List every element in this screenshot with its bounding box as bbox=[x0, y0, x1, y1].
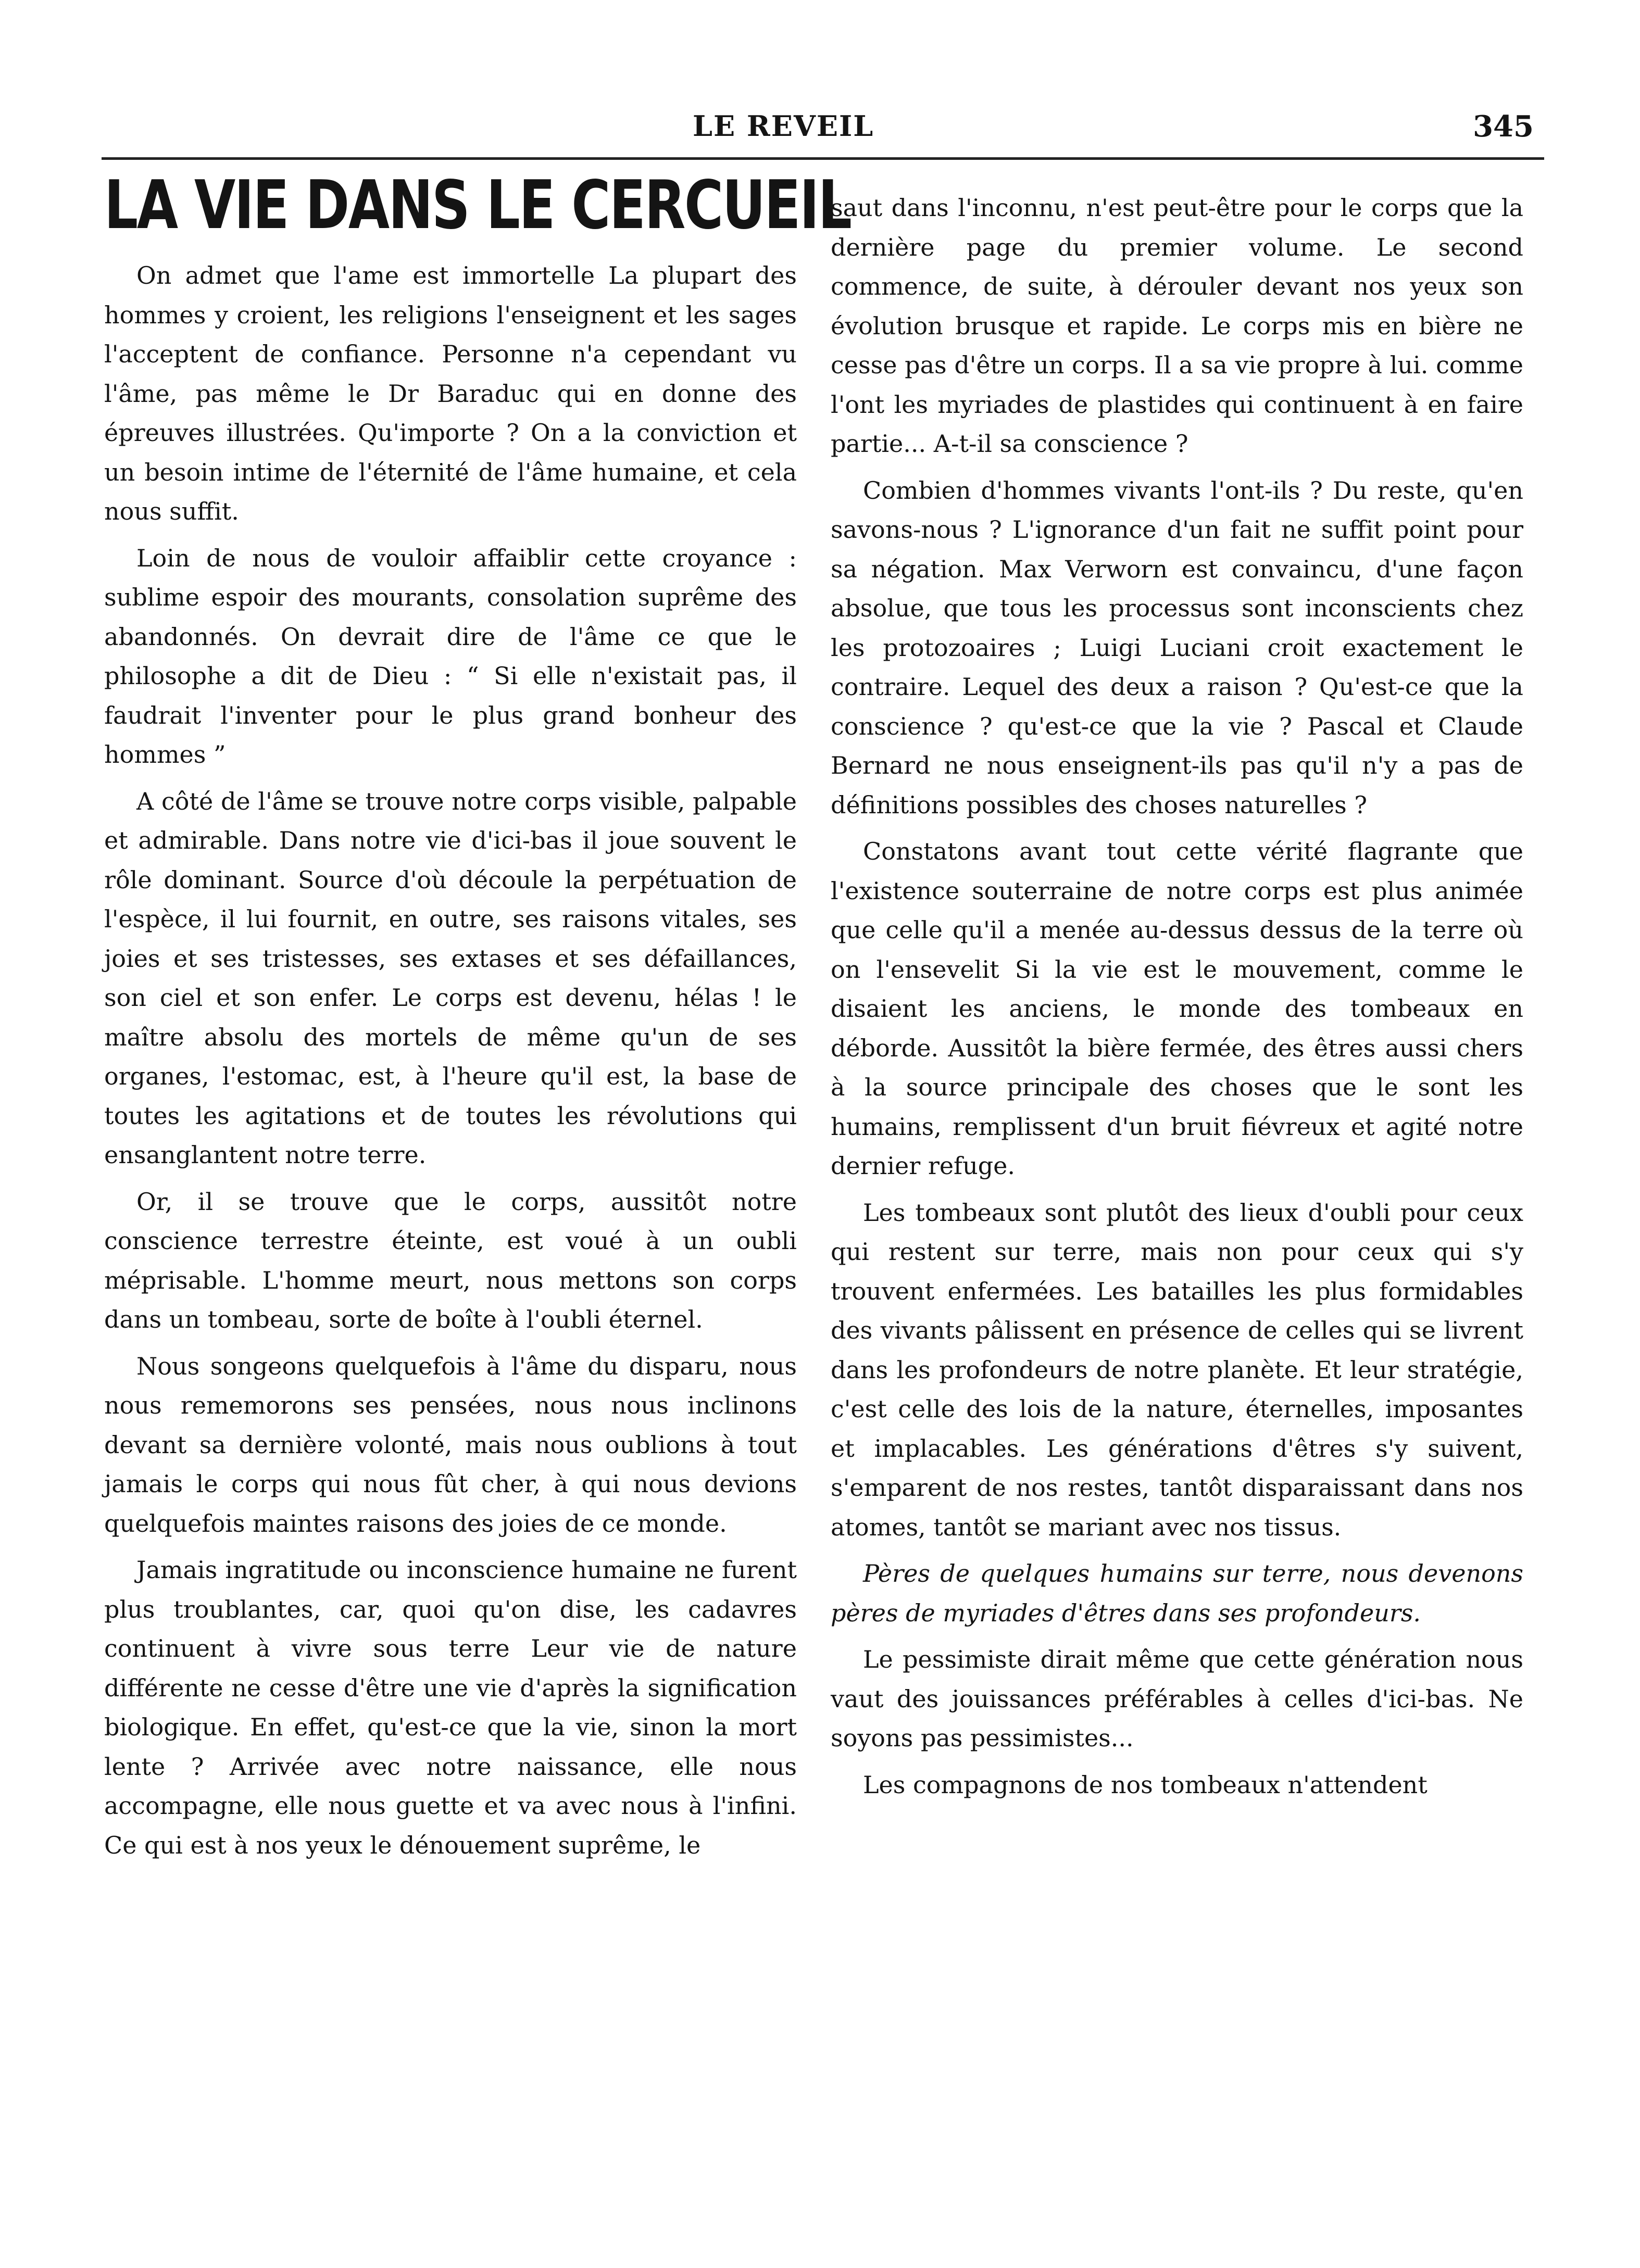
paragraph-continuation: saut dans l'inconnu, n'est peut-être pour le corps que la dernière page du premier volume. Le second commence, de suite, à dérouler devant nos yeux son évolution brusque et rapide. Le corps mis en bière ne cesse pas d'être un corps. Il a sa vie propre à lui. comme l'ont les myriades de plastides qui continuent à en faire partie... A-t-il sa conscience ? bbox=[831, 194, 1523, 458]
paragraph: Or, il se trouve que le corps, aussitôt notre conscience terrestre éteinte, est voué à un oubli méprisable. L'homme meurt, nous mettons son corps dans un tombeau, sorte de boîte à l'oubli éternel. bbox=[104, 1187, 797, 1333]
paragraph: A côté de l'âme se trouve notre corps visible, palpable et admirable. Dans notre vie d'ici-bas il joue souvent le rôle dominant. Source d'où découle la perpétuation de l'espèce, il lui fournit, en outre, ses raisons vitales, ses joies et ses tristesses, ses extases et ses défaillances, son ciel et son enfer. Le corps est devenu, hélas ! le maître absolu des mortels de même qu'un de ses organes, l'estomac, est, à l'heure qu'il est, la base de toutes les agitations et de toutes les révolutions qui ensanglantent notre terre. bbox=[104, 787, 797, 1169]
paragraph: Les compagnons de nos tombeaux n'attendent bbox=[863, 1770, 1428, 1799]
article-title: LA VIE DANS LE CERCUEIL bbox=[104, 167, 851, 244]
left-column bbox=[104, 167, 851, 1872]
paragraph: Nous songeons quelquefois à l'âme du disparu, nous nous rememorons ses pensées, nous nous inclinons devant sa dernière volonté, mais nous oublions à tout jamais le corps qui nous fût cher, à qui nous devions quelquefois maintes raisons des joies de ce monde. bbox=[104, 1352, 797, 1538]
paragraph: Les tombeaux sont plutôt des lieux d'oubli pour ceux qui restent sur terre, mais non pour ceux qui s'y trouvent enfermées. Les batailles les plus formidables des vivants pâlissent en présence de celles qui se livrent dans les profondeurs de notre planète. Et leur stratégie, c'est celle des lois de la nature, éternelles, imposantes et implacables. Les générations d'êtres s'y suivent, s'emparent de nos restes, tantôt disparaissant dans nos atomes, tantôt se mariant avec nos tissus. bbox=[831, 1198, 1523, 1541]
paragraph: On admet que l'ame est immortelle La plupart des hommes y croient, les religions l'enseignent et les sages l'acceptent de confiance. Personne n'a cependant vu l'âme, pas même le Dr Baraduc qui en donne des épreuves illustrées. Qu'importe ? On a la conviction et un besoin intime de l'éternité de l'âme humaine, et cela nous suffit. bbox=[104, 261, 797, 525]
paragraph: Loin de nous de vouloir affaiblir cette croyance : sublime espoir des mourants, consolation suprême des abandonnés. On devrait dire de l'âme ce que le philosophe a dit de Dieu : “ Si elle n'existait pas, il faudrait l'inventer pour le plus grand bonheur des hommes ” bbox=[104, 544, 797, 768]
paragraph: Combien d'hommes vivants l'ont-ils ? Du reste, qu'en savons-nous ? L'ignorance d'un fait ne suffit point pour sa négation. Max Verworn est convaincu, d'une façon absolue, que tous les processus sont inconscients chez les protozoaires ; Luigi Luciani croit exactement le contraire. Lequel des deux a raison ? Qu'est-ce que la conscience ? qu'est-ce que la vie ? Pascal et Claude Bernard ne nous enseignent-ils pas qu'il n'y a pas de définitions possibles des choses naturelles ? bbox=[831, 476, 1523, 819]
paragraph: Constatons avant tout cette vérité flagrante que l'existence souterraine de notre corps est plus animée que celle qu'il a menée au-dessus dessus de la terre où on l'ensevelit Si la vie est le mouvement, comme le disaient les anciens, le monde des tombeaux en déborde. Aussitôt la bière fermée, des êtres aussi chers à la source principale des choses que le sont les humains, remplissent d'un bruit fiévreux et agité notre dernier refuge. bbox=[831, 837, 1523, 1180]
page-number: 345 bbox=[1473, 109, 1534, 144]
running-header bbox=[104, 109, 1542, 151]
paragraph: Le pessimiste dirait même que cette génération nous vaut des jouissances préférables à celles d'ici-bas. Ne soyons pas pessimistes... bbox=[831, 1645, 1523, 1752]
italic-paragraph: Pères de quelques humains sur terre, nous devenons pères de myriades d'êtres dans ses profondeurs. bbox=[831, 1559, 1523, 1627]
right-column bbox=[831, 188, 1523, 1812]
paragraph: Jamais ingratitude ou inconscience humaine ne furent plus troublantes, car, quoi qu'on dise, les cadavres continuent à vivre sous terre Leur vie de nature différente ne cesse d'être une vie d'après la signification biologique. En effet, qu'est-ce que la vie, sinon la mort lente ? Arrivée avec notre naissance, elle nous accompagne, elle nous guette et va avec nous à l'infini. Ce qui est à nos yeux le dénouement suprême, le bbox=[104, 1556, 797, 1859]
running-title: LE REVEIL bbox=[693, 109, 874, 143]
header-rule bbox=[102, 157, 1544, 160]
